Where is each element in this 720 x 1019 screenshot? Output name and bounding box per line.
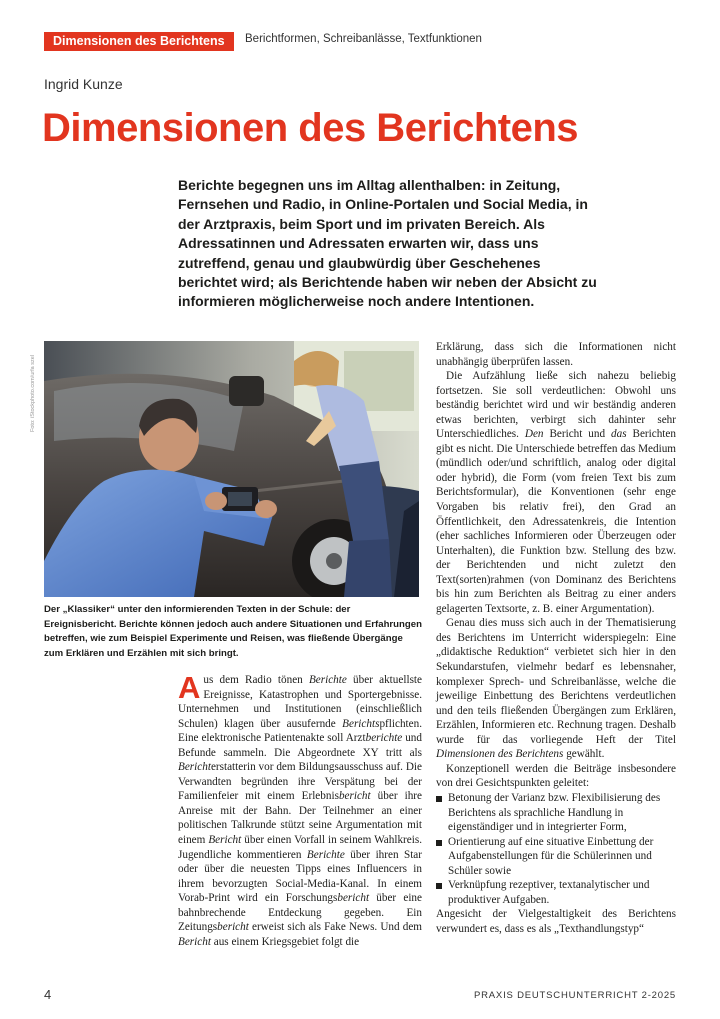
drop-cap: A: [178, 670, 201, 705]
body-paragraph: Konzeptionell werden die Beiträge insbesondere von drei Gesichtspunkten geleitet:: [436, 762, 676, 790]
body-column-1: [178, 670, 422, 949]
body-emphasis: bericht: [217, 921, 249, 934]
body-emphasis: bericht: [338, 790, 371, 803]
body-text: über ihre Anreise mit der Bahn. Der Teilnehmer an einer politischen Talkrunde stützt seine Argumentation mit einem: [178, 790, 422, 847]
body-text: erweist sich als Fake News. Und dem: [248, 921, 422, 934]
article-title: Dimensionen des Berichtens: [42, 106, 579, 150]
body-text: us dem Radio tönen: [203, 674, 309, 686]
article-photo: [44, 341, 419, 597]
bullet-list: [436, 791, 676, 907]
bullet-item: Orientierung auf eine situative Einbettung der Aufgabenstellungen für die Schülerinnen und Schüler sowie: [436, 835, 676, 879]
body-emphasis: Bericht: [178, 935, 211, 948]
photo-caption: Der „Klassiker“ unter den informierenden Texten in der Schule: der Ereignisbericht. Berichte können jedoch auch andere Situationen und Erfahrungen betreffen, wie zum Beispiel Experimente und Reisen, was fließende Übergänge zum Erklären und Erzählen mit sich bringt.: [44, 604, 422, 659]
body-text: über eine bahnbrechende Entdeckung gegeben. Ein Zeitungs: [178, 892, 422, 934]
body-emphasis: Bericht: [208, 834, 242, 847]
body-emphasis: Berichts: [342, 717, 380, 730]
body-text: Genau dies muss sich auch in der Thematisierung des Berichtens im Unterricht widerspiegeln: Eine „didaktische Reduktion“ verbietet sich hier in den Sekundarstufen, vielmehr bedarf es lebensnaher, komplexer Sprech- und Schreibanlässe, welche die jeweilige Einbettung des Berichtens verdeutlichen und den teils fließenden Übergängen zum Erklären, Erzählen, Informieren etc. Rechnung tragen. Deshalb wurde für das vorliegende Heft der Titel: [436, 617, 676, 746]
body-text: Bericht und: [543, 428, 612, 441]
body-column-2: [436, 340, 676, 936]
body-text: über einen Vorfall in seinem Wahlkreis. Jugendliche kommentieren: [178, 834, 422, 861]
body-text: erstatterin vor dem Bildungsausschuss auf. Die Verwandten begründen ihre Verspätung bei der Familienfeier mit einem Erlebnis: [178, 761, 422, 803]
page-number: 4: [44, 987, 52, 1002]
body-text: und Befunde sammeln. Die Abgeordnete XY tritt als: [178, 732, 422, 759]
body-text: Die Aufzählung ließe sich nahezu beliebig fortsetzen. Sie soll verdeutlichen: Obwohl uns beständig berichtet wird und wir beständig anderen etwas berichten, verbirgt sich dahinter sehr Unterschiedliches.: [436, 370, 676, 441]
photo-credit: [30, 342, 42, 432]
body-emphasis: Dimensionen des Berichtens: [436, 748, 564, 761]
section-subtitle: Berichtformen, Schreibanlässe, Textfunktionen: [245, 33, 482, 45]
body-paragraph: [436, 369, 676, 616]
photo-illustration: [44, 341, 419, 597]
body-emphasis: bericht: [337, 892, 370, 905]
section-badge: Dimensionen des Berichtens: [44, 32, 234, 51]
body-text: gewählt.: [563, 748, 605, 761]
body-text: aus einem Kriegsgebiet folgt die: [210, 935, 360, 948]
body-text: Berichten gibt es nicht. Die Unterschiede betreffen das Medium (mündlich oder/und schriftlich, analog oder digital oder hybrid), die Form (vom freien Text bis zum Berichtsformular), die Konventionen (sehr enge Vorgaben bis relativ frei), den Grad an Öffentlichkeit, den Adressatenkreis, die Intention (eher sachliches Informieren oder Überzeugen oder Unterhalten), die Funktion bzw. Stellung des bzw. der Berichtenden und nicht zuletzt den Text(sorten)rahmen (von Dominanz des Berichtens bis hin zum Berichten als Beitrag zu einer anders gelagerten Textsorte, z. B. einer Argumentation).: [436, 428, 676, 615]
body-emphasis: das: [611, 428, 627, 441]
body-text: pflichten. Eine elektronische Patientenakte soll Arzt: [178, 717, 422, 745]
bullet-item: Betonung der Varianz bzw. Flexibilisierung des Berichtens als sprachliche Handlung in eigenständiger und in integrierter Form,: [436, 791, 676, 835]
body-paragraph: Erklärung, dass sich die Informationen nicht unabhängig überprüfen lassen.: [436, 341, 676, 368]
bullet-item: Verknüpfung rezeptiver, textanalytischer und produktiver Aufgaben.: [436, 878, 676, 907]
body-emphasis: Bericht: [178, 761, 211, 774]
journal-footer: PRAXIS DEUTSCHUNTERRICHT 2-2025: [474, 990, 676, 1001]
body-paragraph: [178, 670, 422, 949]
body-paragraph: [436, 616, 676, 761]
author-name: Ingrid Kunze: [44, 76, 123, 92]
body-emphasis: berichte: [365, 732, 403, 745]
photo-credit-text: Foto: iStockphoto.com/urfa szel: [30, 354, 36, 432]
body-text: über ihren Star oder über die neuesten Tipps eines Influencers in ihrem bevorzugten Social-Media-Kanal. In einem Vorab-Print wird ein Forschungs: [178, 848, 422, 905]
body-emphasis: Berichte: [308, 674, 347, 686]
body-emphasis: Berichte: [306, 848, 345, 861]
body-text: über aktuellste Ereignisse, Katastrophen und Sportergebnisse. Unternehmen und Institutionen (einschließlich Schulen) klagen über ausufernde: [178, 674, 422, 730]
body-paragraph: Angesicht der Vielgestaltigkeit des Berichtens verwundert es, dass es als „Texthandlungstyp“: [436, 908, 676, 935]
body-emphasis: Den: [524, 428, 544, 441]
lead-paragraph: Berichte begegnen uns im Alltag allenthalben: in Zeitung, Fernsehen und Radio, in Online-Portalen und Social Media, in der Arztpraxis, beim Sport und im privaten Bereich. Als Adressatinnen und Adressaten erwarten wir, dass uns zutreffend, genau und glaubwürdig über Geschehenes berichtet wird; als Berichtende haben wir neben der Absicht zu informieren möglicherweise noch andere Intentionen.: [178, 177, 597, 310]
